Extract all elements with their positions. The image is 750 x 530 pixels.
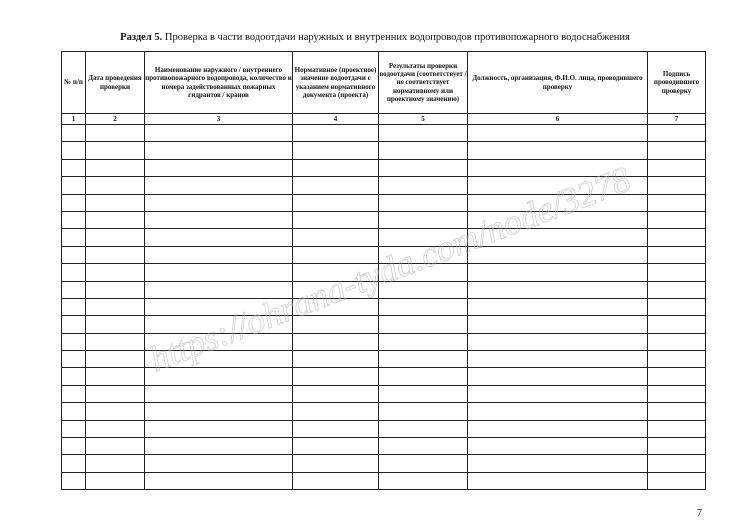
table-cell[interactable] [145,368,293,385]
table-row [62,177,706,194]
table-cell[interactable] [145,194,293,211]
table-cell[interactable] [379,316,468,333]
table-cell[interactable] [293,368,379,385]
table-cell[interactable] [145,142,293,159]
table-cell[interactable] [62,125,86,142]
table-cell[interactable] [86,420,145,437]
table-cell[interactable] [293,246,379,263]
table-cell[interactable] [468,316,648,333]
table-cell[interactable] [62,420,86,437]
table-cell[interactable] [62,264,86,281]
section-title [0,31,750,44]
table-row [62,333,706,350]
header-cell: Результаты проверки водоотдачи (соответствует / не соответствует нормативному или проектному значению) [379,52,468,114]
table-cell[interactable] [468,351,648,368]
table-cell[interactable] [293,333,379,350]
table-cell[interactable] [648,159,706,176]
table-cell[interactable] [648,438,706,455]
table-cell[interactable] [145,316,293,333]
table-cell[interactable] [648,177,706,194]
table-cell[interactable] [648,385,706,402]
table-row [62,351,706,368]
table-cell[interactable] [62,385,86,402]
table-row [62,472,706,489]
table-cell[interactable] [145,385,293,402]
table-cell[interactable] [145,229,293,246]
table-cell[interactable] [468,472,648,489]
table-cell[interactable] [468,159,648,176]
header-cell: Наименование наружного / внутреннего противопожарного водопровода, количество и номера задействованных пожарных гидрантов / кранов [145,52,293,114]
table-cell[interactable] [293,281,379,298]
table-cell[interactable] [379,438,468,455]
table-cell[interactable] [86,368,145,385]
table-row [62,403,706,420]
table-cell[interactable] [62,455,86,472]
table-cell[interactable] [468,125,648,142]
table-cell[interactable] [62,316,86,333]
table-cell[interactable] [86,264,145,281]
table-cell[interactable] [62,159,86,176]
header-cell: Дата проведения проверки [86,52,145,114]
table-cell[interactable] [648,229,706,246]
table-row [62,368,706,385]
table-cell[interactable] [468,246,648,263]
table-cell[interactable] [62,211,86,228]
table-cell[interactable] [293,298,379,315]
table-cell[interactable] [648,298,706,315]
table-cell[interactable] [379,420,468,437]
table-cell[interactable] [648,211,706,228]
table-cell[interactable] [62,438,86,455]
header-cell: Подпись проводившего проверку [648,52,706,114]
table-cell[interactable] [145,472,293,489]
column-number-row [62,114,706,125]
table-cell[interactable] [468,194,648,211]
table-cell[interactable] [379,368,468,385]
column-number: 3 [145,114,293,125]
table-cell[interactable] [468,403,648,420]
table-row [62,298,706,315]
table-cell[interactable] [293,264,379,281]
table-cell[interactable] [86,403,145,420]
table-cell[interactable] [145,420,293,437]
table-cell[interactable] [62,333,86,350]
header-row [62,52,706,114]
watermark-url: https://ohrana-tyda.com/node/3278 [144,158,636,380]
table-cell[interactable] [648,420,706,437]
table-cell[interactable] [86,472,145,489]
table-cell[interactable] [379,229,468,246]
table-cell[interactable] [62,229,86,246]
table-cell[interactable] [86,385,145,402]
header-cell: Должность, организация, Ф.И.О. лица, проводившего проверку [468,52,648,114]
table-cell[interactable] [468,229,648,246]
table-cell[interactable] [379,333,468,350]
table-cell[interactable] [468,420,648,437]
table-cell[interactable] [145,438,293,455]
table-cell[interactable] [145,159,293,176]
table-cell[interactable] [293,194,379,211]
table-cell[interactable] [62,142,86,159]
table-cell[interactable] [468,177,648,194]
table-cell[interactable] [468,385,648,402]
table-cell[interactable] [379,298,468,315]
table-cell[interactable] [145,455,293,472]
table-cell[interactable] [648,472,706,489]
table-row [62,455,706,472]
table-cell[interactable] [379,211,468,228]
table-cell[interactable] [145,177,293,194]
table-cell[interactable] [145,211,293,228]
table-cell[interactable] [145,333,293,350]
inspection-table [61,51,706,490]
table-cell[interactable] [293,211,379,228]
table-cell[interactable] [62,368,86,385]
table-cell[interactable] [86,455,145,472]
table-cell[interactable] [86,333,145,350]
table-cell[interactable] [62,298,86,315]
table-cell[interactable] [648,455,706,472]
table-cell[interactable] [293,403,379,420]
table-cell[interactable] [86,142,145,159]
section-title-text: Проверка в части водоотдачи наружных и внутренних водопроводов противопожарного водоснабжения [164,32,630,43]
table-cell[interactable] [145,403,293,420]
table-row [62,281,706,298]
table-cell[interactable] [62,177,86,194]
header-cell: Нормативное (проектное) значение водоотдачи с указанием нормативного документа (проекта) [293,52,379,114]
table-row [62,264,706,281]
column-number: 2 [86,114,145,125]
table-cell[interactable] [648,333,706,350]
column-number: 6 [468,114,648,125]
table-cell[interactable] [86,351,145,368]
table-cell[interactable] [86,298,145,315]
table-cell[interactable] [293,177,379,194]
table-cell[interactable] [379,281,468,298]
table-row [62,142,706,159]
table-cell[interactable] [379,177,468,194]
header-cell: № п/п [62,52,86,114]
table-cell[interactable] [293,142,379,159]
table-cell[interactable] [62,472,86,489]
table-row [62,316,706,333]
table-cell[interactable] [379,246,468,263]
table-cell[interactable] [468,333,648,350]
table-cell[interactable] [468,438,648,455]
table-row [62,159,706,176]
table-cell[interactable] [293,316,379,333]
table-cell[interactable] [62,281,86,298]
table-cell[interactable] [648,368,706,385]
table-cell[interactable] [468,368,648,385]
table-cell[interactable] [379,159,468,176]
table-cell[interactable] [145,281,293,298]
table-cell[interactable] [293,420,379,437]
table-cell[interactable] [648,194,706,211]
table-cell[interactable] [86,316,145,333]
table-cell[interactable] [468,264,648,281]
table-cell[interactable] [86,281,145,298]
table-cell[interactable] [468,455,648,472]
column-number: 7 [648,114,706,125]
table-cell[interactable] [145,246,293,263]
table-cell[interactable] [379,351,468,368]
table-cell[interactable] [293,229,379,246]
table-cell[interactable] [145,264,293,281]
table-cell[interactable] [648,125,706,142]
table-cell[interactable] [648,351,706,368]
table-cell[interactable] [293,351,379,368]
table-cell[interactable] [648,142,706,159]
column-number: 4 [293,114,379,125]
page-number: 7 [697,508,702,519]
table-cell[interactable] [145,351,293,368]
table-row [62,211,706,228]
table-cell[interactable] [379,264,468,281]
table-cell[interactable] [145,125,293,142]
table-cell[interactable] [379,403,468,420]
table-row [62,194,706,211]
table-cell[interactable] [379,385,468,402]
table-cell[interactable] [648,246,706,263]
table-cell[interactable] [468,281,648,298]
table-cell[interactable] [86,194,145,211]
section-label: Раздел 5. [120,32,163,43]
column-number: 5 [379,114,468,125]
table-cell[interactable] [86,246,145,263]
table-cell[interactable] [293,385,379,402]
table-cell[interactable] [293,472,379,489]
table-cell[interactable] [62,403,86,420]
column-number: 1 [62,114,86,125]
table-row [62,246,706,263]
table-cell[interactable] [145,298,293,315]
table-row [62,229,706,246]
table-cell[interactable] [86,229,145,246]
table-cell[interactable] [62,246,86,263]
table-cell[interactable] [293,455,379,472]
table-cell[interactable] [648,403,706,420]
table-cell[interactable] [379,125,468,142]
table-cell[interactable] [648,264,706,281]
table-cell[interactable] [379,472,468,489]
table-cell[interactable] [648,316,706,333]
table-cell[interactable] [62,351,86,368]
table-cell[interactable] [648,281,706,298]
table-row [62,385,706,402]
table-cell[interactable] [468,211,648,228]
table-cell[interactable] [62,194,86,211]
table-cell[interactable] [379,142,468,159]
table-row [62,438,706,455]
table-cell[interactable] [468,142,648,159]
table-cell[interactable] [468,298,648,315]
table-cell[interactable] [293,438,379,455]
table-cell[interactable] [293,159,379,176]
table-cell[interactable] [86,159,145,176]
table-row [62,420,706,437]
table-cell[interactable] [86,211,145,228]
table-cell[interactable] [293,125,379,142]
table-cell[interactable] [379,194,468,211]
table-row [62,125,706,142]
table-cell[interactable] [86,125,145,142]
table-cell[interactable] [86,177,145,194]
table-cell[interactable] [86,438,145,455]
table-cell[interactable] [379,455,468,472]
